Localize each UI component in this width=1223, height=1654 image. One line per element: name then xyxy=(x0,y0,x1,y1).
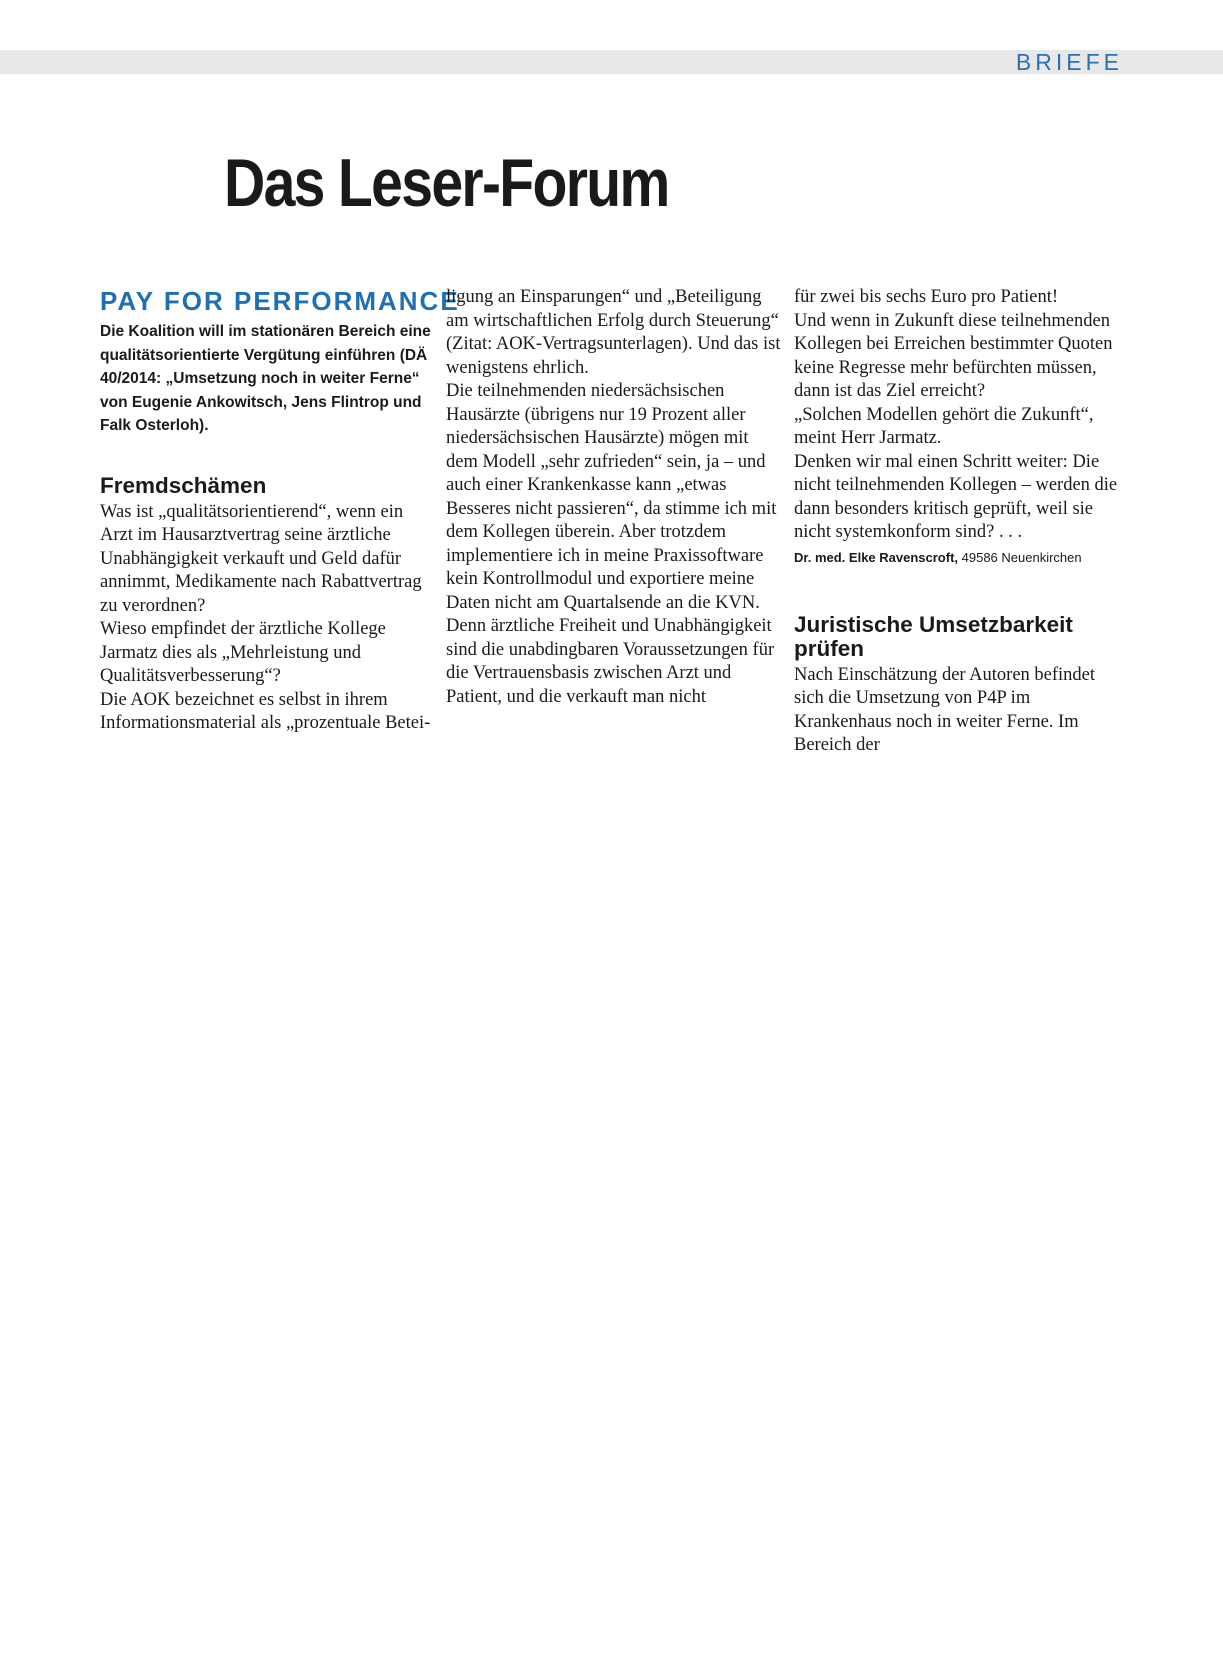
author-location: 49586 Neuenkirchen xyxy=(961,549,1082,565)
letter-title: Fremdschämen xyxy=(100,472,267,498)
paragraph: Denn ärztliche Freiheit und Unabhängigkeit sind die unabdingbaren Voraussetzungen für die Vertrauensbasis zwischen Arzt und Patient, und die verkauft man nicht xyxy=(446,616,775,707)
column-3 xyxy=(794,286,1129,758)
paragraph: Und wenn in Zukunft diese teilnehmenden Kollegen bei Erreichen bestimmter Quoten keine Regresse mehr befürchten müssen, dann ist das Ziel erreicht? xyxy=(794,310,1113,401)
paragraph: ligung an Einsparungen“ und „Beteiligung am wirtschaftlichen Erfolg durch Steuerung“ (Zitat: AOK-Vertragsunterlagen). Und das ist wenigstens ehrlich. xyxy=(446,287,781,378)
page-title: Das Leser-Forum xyxy=(224,145,669,221)
column-2 xyxy=(446,286,781,709)
section-label: BRIEFE xyxy=(1015,49,1123,75)
paragraph: Denken wir mal einen Schritt weiter: Die nicht teilnehmenden Kollegen – werden die dann besonders kritisch geprüft, weil sie nicht systemkonform sind? . . . xyxy=(794,451,1118,542)
author-name: Dr. med. Elke Ravenscroft, xyxy=(794,549,959,565)
paragraph: Die AOK bezeichnet es selbst in ihrem Informationsmaterial als „prozentuale Betei- xyxy=(100,689,431,733)
paragraph: Was ist „qualitätsorientierend“, wenn ein Arzt im Hausarztvertrag seine ärztliche Unabhängigkeit verkauft und Geld dafür annimmt, Medikamente nach Rabattvertrag zu verordnen? xyxy=(100,501,422,616)
letter-title: Juristische Umsetzbarkeit prüfen xyxy=(794,611,1073,661)
paragraph: Wieso empfindet der ärztliche Kollege Jarmatz dies als „Mehrleistung und Qualitätsverbesserung“? xyxy=(100,619,386,686)
column-1 xyxy=(100,286,460,736)
topic-kicker: PAY FOR PERFORMANCE xyxy=(100,286,460,316)
paragraph: „Solchen Modellen gehört die Zukunft“, meint Herr Jarmatz. xyxy=(794,404,1094,448)
paragraph: für zwei bis sechs Euro pro Patient! xyxy=(794,287,1059,307)
paragraph: Nach Einschätzung der Autoren befindet sich die Umsetzung von P4P im Krankenhaus noch in weiter Ferne. Im Bereich der xyxy=(794,664,1096,755)
topic-intro: Die Koalition will im stationären Bereich eine qualitätsorientierte Vergütung einführen (DÄ 40/2014: „Umsetzung noch in weiter Ferne“ von Eugenie Ankowitsch, Jens Flintrop und Falk Osterloh). xyxy=(100,323,431,434)
letter-signature xyxy=(794,547,1129,569)
paragraph: Die teilnehmenden niedersächsischen Hausärzte (übrigens nur 19 Prozent aller niedersächsischen Hausärzte) mögen mit dem Modell „sehr zufrieden“ sein, ja – und auch einer Krankenkasse kann „etwas Besseres nicht passieren“, da stimme ich mit dem Kollegen überein. Aber trotzdem implementiere ich in meine Praxissoftware kein Kontrollmodul und exportiere meine Daten nicht am Quartalsende an die KVN. xyxy=(446,381,777,613)
